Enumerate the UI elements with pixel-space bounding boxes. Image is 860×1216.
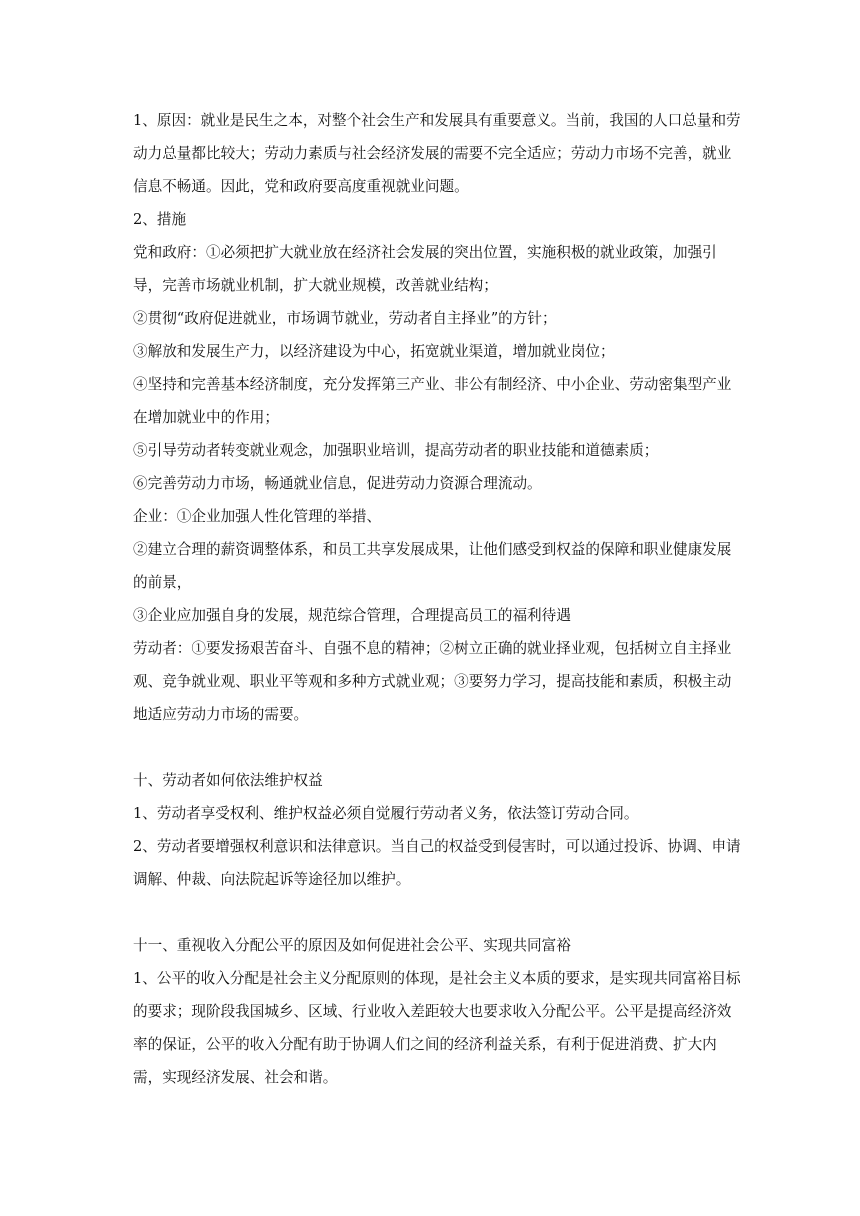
paragraph-government-5: ⑤引导劳动者转变就业观念，加强职业培训，提高劳动者的职业技能和道德素质； — [133, 442, 659, 459]
paragraph-measures-title: 2、措施 — [133, 211, 187, 228]
blank-line — [133, 896, 743, 929]
paragraph-income-fairness-1: 1、公平的收入分配是社会主义分配原则的体现，是社会主义本质的要求，是实现共同富裕目标的要求；现阶段我国城乡、区域、行业收入差距较大也要求收入分配公平。公平是提高经济效率的保证，公平的收入分配有助于协调人们之间的经济利益关系，有利于促进消费、扩大内需，实现经济发展、社会和谐。 — [133, 970, 741, 1086]
paragraph-enterprise-2: ②建立合理的薪资调整体系，和员工共享发展成果，让他们感受到权益的保障和职业健康发展的前景， — [133, 541, 732, 591]
paragraph-government-2: ②贯彻“政府促进就业，市场调节就业，劳动者自主择业”的方针； — [133, 310, 557, 327]
paragraph-employment-reason: 1、原因：就业是民生之本，对整个社会生产和发展具有重要意义。当前，我国的人口总量和劳动力总量都比较大；劳动力素质与社会经济发展的需要不完全适应；劳动力市场不完善，就业信息不畅通。因此，党和政府要高度重视就业问题。 — [133, 112, 741, 195]
section-heading-rights: 十、劳动者如何依法维护权益 — [133, 772, 323, 789]
blank-line — [133, 731, 743, 764]
paragraph-government-6: ⑥完善劳动力市场，畅通就业信息，促进劳动力资源合理流动。 — [133, 475, 542, 492]
paragraph-government-3: ③解放和发展生产力，以经济建设为中心，拓宽就业渠道，增加就业岗位； — [133, 343, 615, 360]
paragraph-enterprise-1: 企业：①企业加强人性化管理的举措、 — [133, 508, 382, 525]
paragraph-government-1: 党和政府：①必须把扩大就业放在经济社会发展的突出位置，实施积极的就业政策，加强引导，完善市场就业机制，扩大就业规模，改善就业结构； — [133, 244, 717, 294]
document-page — [133, 104, 743, 1094]
paragraph-rights-2: 2、劳动者要增强权利意识和法律意识。当自己的权益受到侵害时，可以通过投诉、协调、申请调解、仲裁、向法院起诉等途径加以维护。 — [133, 838, 741, 888]
paragraph-rights-1: 1、劳动者享受权利、维护权益必须自觉履行劳动者义务，依法签订劳动合同。 — [133, 805, 639, 822]
paragraph-government-4: ④坚持和完善基本经济制度，充分发挥第三产业、非公有制经济、中小企业、劳动密集型产业在增加就业中的作用； — [133, 376, 732, 426]
paragraph-workers: 劳动者：①要发扬艰苦奋斗、自强不息的精神；②树立正确的就业择业观，包括树立自主择业观、竞争就业观、职业平等观和多种方式就业观；③要努力学习，提高技能和素质，积极主动地适应劳动力市场的需要。 — [133, 640, 732, 723]
paragraph-enterprise-3: ③企业应加强自身的发展，规范综合管理，合理提高员工的福利待遇 — [133, 607, 571, 624]
section-heading-income-fairness: 十一、重视收入分配公平的原因及如何促进社会公平、实现共同富裕 — [133, 937, 571, 954]
